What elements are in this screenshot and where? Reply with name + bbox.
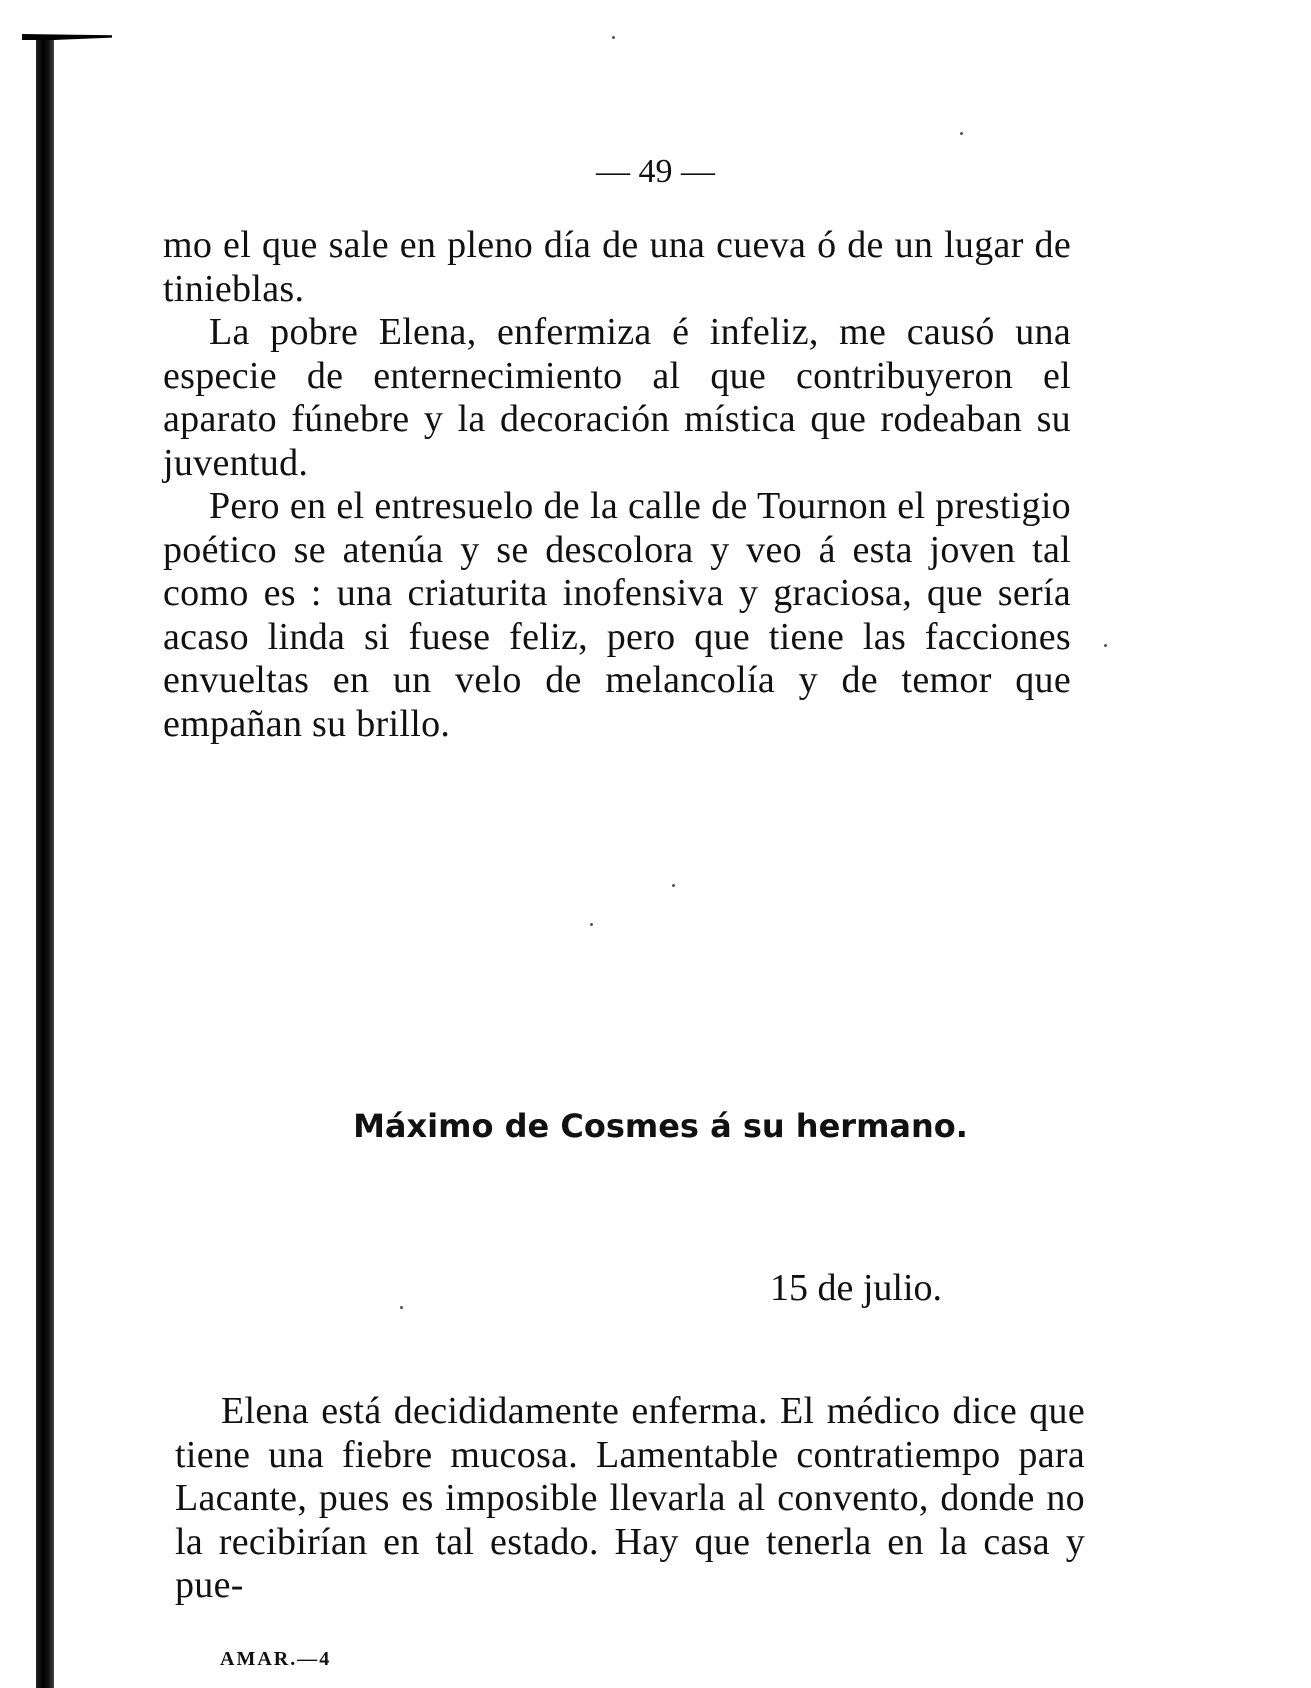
paper-speck [1104,644,1107,647]
letter-heading: Máximo de Cosmes á su hermano. [353,1107,968,1145]
paper-speck [400,1306,403,1309]
body-text-top [163,224,1071,746]
letter-date: 15 de julio. [770,1267,943,1309]
paper-speck [612,36,615,39]
signature-mark: AMAR.—4 [220,1648,332,1670]
page-number: — 49 — [596,153,715,190]
paragraph: Pero en el entresuelo de la calle de Tournon el prestigio poético se atenúa y se descolora y veo á esta joven tal como es : una criaturita inofensiva y graciosa, que sería acaso linda si fuese feliz, pero que tiene las facciones envueltas en un velo de melancolía y de temor que empañan su brillo. [163,485,1071,745]
paragraph: La pobre Elena, enfermiza é infeliz, me causó una especie de enternecimiento al que contribuyeron el aparato fúnebre y la decoración mística que rodeaban su juventud. [163,311,1071,484]
paragraph: Elena está decididamente enferma. El médico dice que tiene una fiebre mucosa. Lamentable contratiempo para Lacante, pues es imposible llevarla al convento, donde no la recibirían en tal estado. Hay que tenerla en la casa y pue- [175,1390,1085,1606]
paper-speck [590,923,593,926]
paragraph-continuation: mo el que sale en pleno día de una cueva ó de un lugar de tinieblas. [163,224,1071,310]
paper-speck [960,132,963,135]
book-binding-edge [36,40,54,1688]
paper-speck [672,884,675,887]
book-binding-cap [22,34,112,40]
letter-body [175,1390,1085,1608]
